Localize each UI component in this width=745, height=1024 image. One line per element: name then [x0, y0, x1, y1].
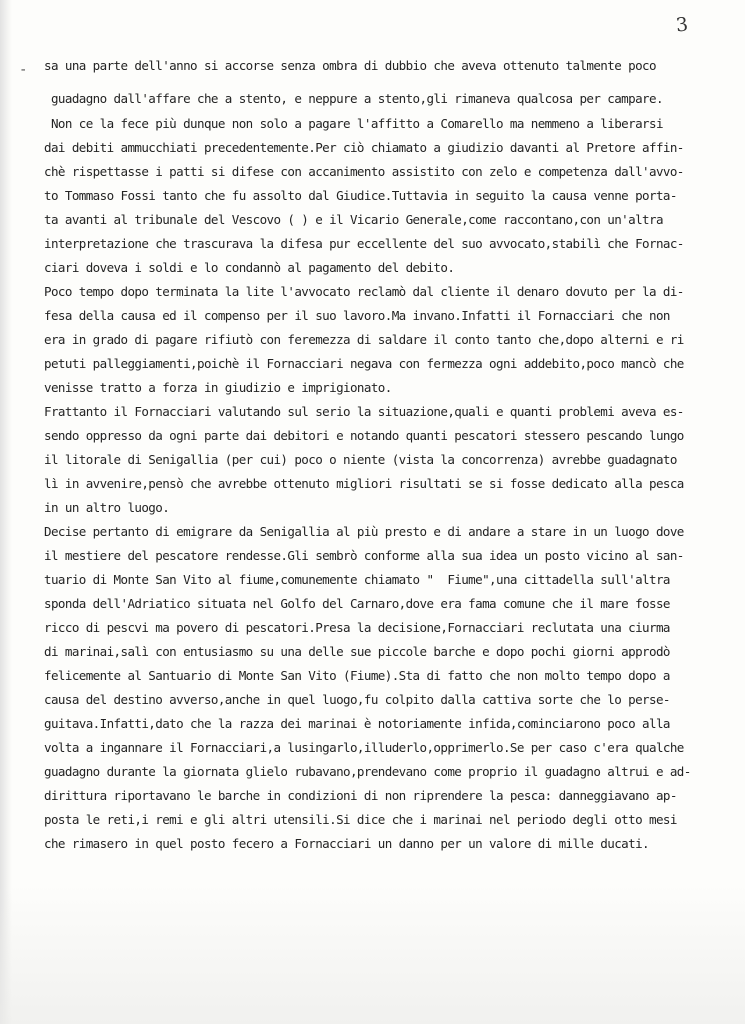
page-bottom-shade — [0, 884, 745, 1024]
margin-mark: - — [19, 62, 28, 78]
text-line: il mestiere del pescatore rendesse.Gli sembrò conforme alla sua idea un posto vicino al san- — [44, 548, 684, 563]
text-line: petuti palleggiamenti,poichè il Fornacciari negava con fermezza ogni addebito,poco mancò che — [44, 356, 684, 371]
text-line: posta le reti,i remi e gli altri utensili.Si dice che i marinai nel periodo degli otto mesi — [44, 812, 677, 827]
text-line: chè rispettasse i patti si difese con accanimento assistito con zelo e competenza dall'avvo- — [44, 164, 684, 179]
text-line: tuario di Monte San Vito al fiume,comunemente chiamato " Fiume",una cittadella sull'altra — [44, 572, 670, 587]
text-line: era in grado di pagare rifiutò con feremezza di saldare il conto tanto che,dopo alterni e ri — [44, 332, 684, 347]
text-line: sponda dell'Adriatico situata nel Golfo del Carnaro,dove era fama comune che il mare fosse — [44, 596, 670, 611]
text-line: sendo oppresso da ogni parte dai debitori e notando quanti pescatori stessero pescando lungo — [44, 428, 684, 443]
text-line: in un altro luogo. — [44, 500, 170, 515]
text-line: guitava.Infatti,dato che la razza dei marinai è notoriamente infida,cominciarono poco alla — [44, 716, 670, 731]
text-line: Decise pertanto di emigrare da Senigallia al più presto e di andare a stare in un luogo dove — [44, 524, 684, 539]
text-line: lì in avvenire,pensò che avrebbe ottenuto migliori risultati se si fosse dedicato alla pesca — [44, 476, 684, 491]
text-line: ricco di pescvi ma povero di pescatori.Presa la decisione,Fornacciari reclutata una ciurma — [44, 620, 670, 635]
text-line: che rimasero in quel posto fecero a Fornacciari un danno per un valore di mille ducati. — [44, 836, 649, 851]
text-line: il litorale di Senigallia (per cui) poco o niente (vista la concorrenza) avrebbe guadagnato — [44, 452, 677, 467]
text-line: causa del destino avverso,anche in quel luogo,fu colpito dalla cattiva sorte che lo perse- — [44, 692, 670, 707]
text-line: volta a ingannare il Fornacciari,a lusingarlo,illuderlo,opprimerlo.Se per caso c'era qualche — [44, 740, 684, 755]
text-line: dirittura riportavano le barche in condizioni di non riprendere la pesca: danneggiavano ap- — [44, 788, 677, 803]
text-line: to Tommaso Fossi tanto che fu assolto dal Giudice.Tuttavia in seguito la causa venne porta- — [44, 188, 677, 203]
text-line: sa una parte dell'anno si accorse senza ombra di dubbio che aveva ottenuto talmente poco — [44, 58, 656, 73]
text-line: Frattanto il Fornacciari valutando sul serio la situazione,quali e quanti problemi aveva es- — [44, 404, 684, 419]
page-number: 3 — [674, 13, 690, 37]
text-line: ciari doveva i soldi e lo condannò al pagamento del debito. — [44, 260, 455, 275]
text-line: guadagno durante la giornata glielo rubavano,prendevano come proprio il guadagno altrui e ad- — [44, 764, 691, 779]
text-line: venisse tratto a forza in giudizio e imprigionato. — [44, 380, 392, 395]
text-line: di marinai,salì con entusiasmo su una delle sue piccole barche e dopo pochi giorni approdò — [44, 644, 670, 659]
text-line: Non ce la fece più dunque non solo a pagare l'affitto a Comarello ma nemmeno a liberarsi — [44, 116, 663, 131]
text-line: fesa della causa ed il compenso per il suo lavoro.Ma invano.Infatti il Fornacciari che non — [44, 308, 670, 323]
text-line: guadagno dall'affare che a stento, e neppure a stento,gli rimaneva qualcosa per campare. — [44, 91, 663, 106]
text-line: Poco tempo dopo terminata la lite l'avvocato reclamò dal cliente il denaro dovuto per la di- — [44, 284, 684, 299]
text-line: ta avanti al tribunale del Vescovo ( ) e il Vicario Generale,come raccontano,con un'altra — [44, 212, 663, 227]
text-line: dai debiti ammucchiati precedentemente.Per ciò chiamato a giudizio davanti al Pretore affin- — [44, 140, 684, 155]
page-left-edge-shadow — [0, 0, 12, 1024]
text-line: felicemente al Santuario di Monte San Vito (Fiume).Sta di fatto che non molto tempo dopo a — [44, 668, 670, 683]
text-line: interpretazione che trascurava la difesa pur eccellente del suo avvocato,stabilì che Fornac- — [44, 236, 684, 251]
